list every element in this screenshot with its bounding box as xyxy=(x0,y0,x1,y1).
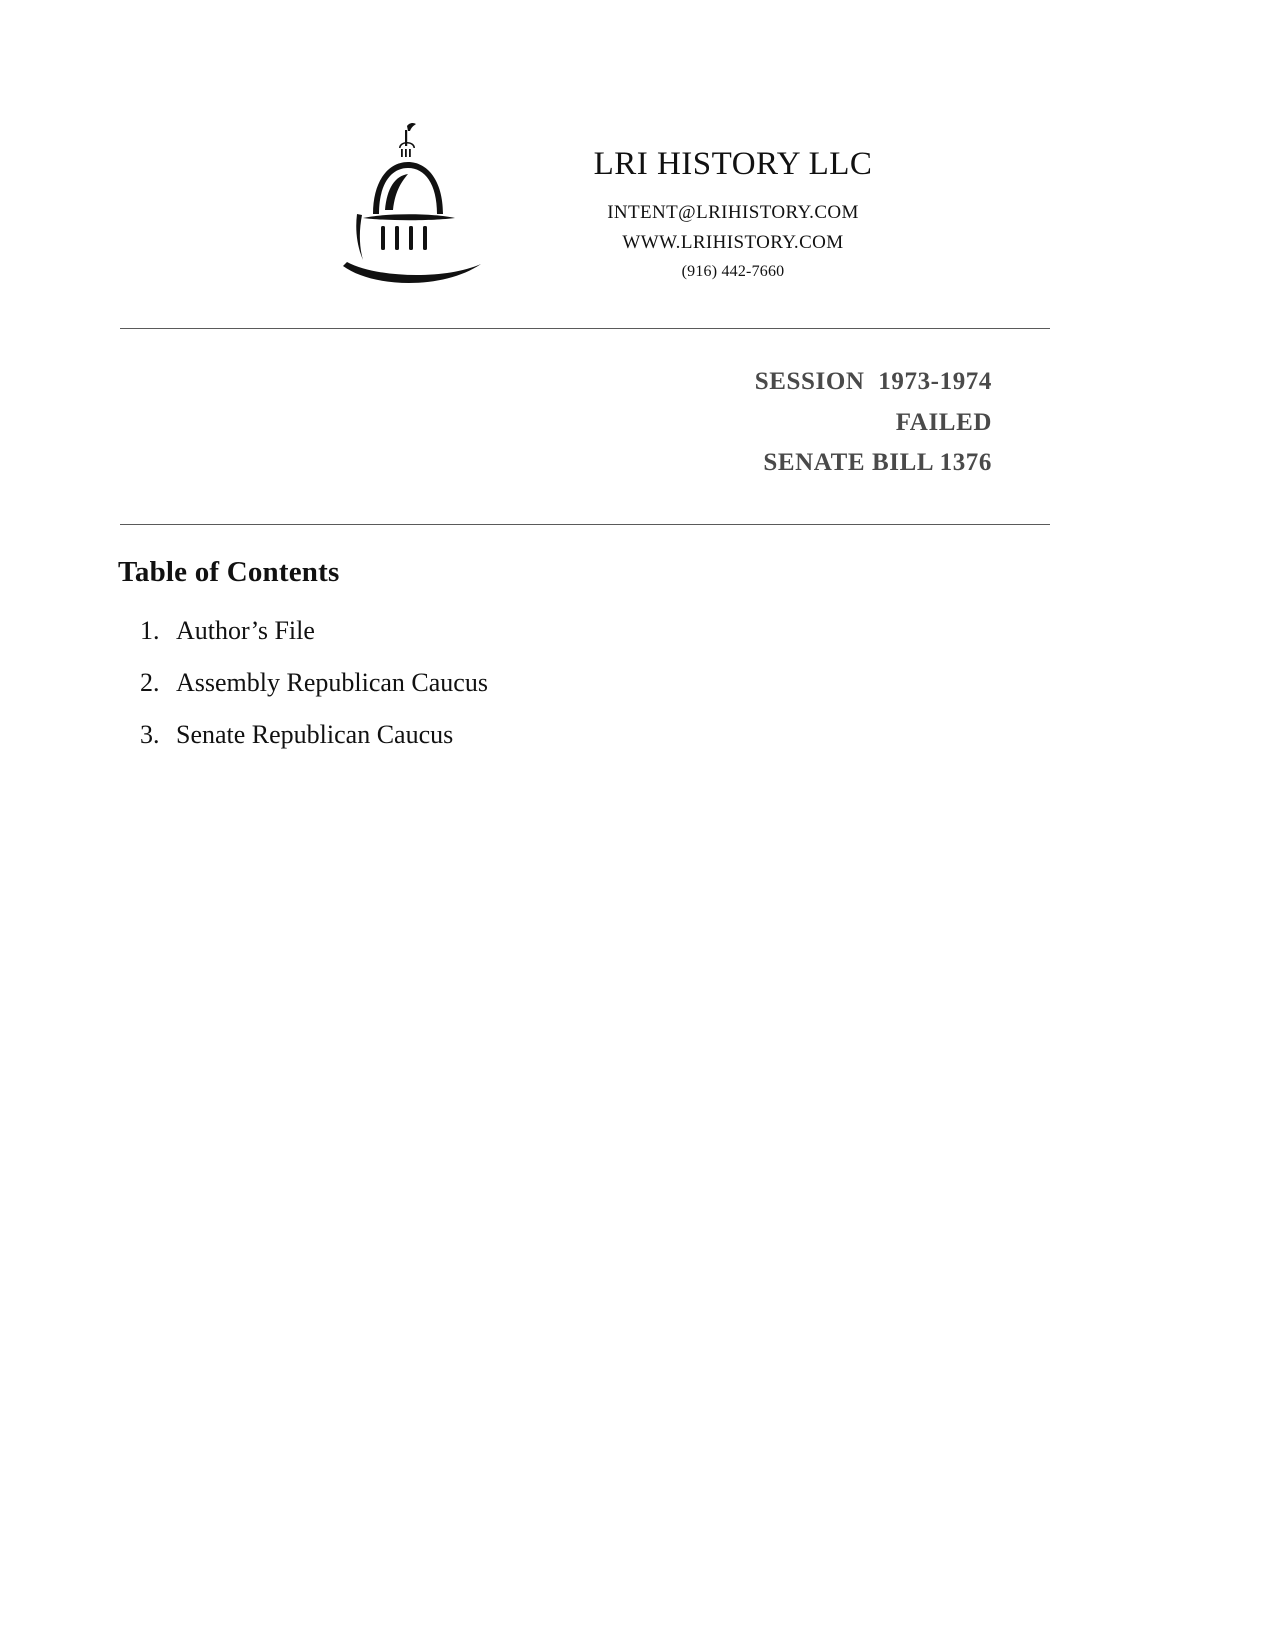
list-item-number: 3. xyxy=(140,720,160,749)
letterhead xyxy=(0,118,1276,288)
list-item-number: 1. xyxy=(140,616,160,645)
list-item-number: 2. xyxy=(140,668,160,697)
table-of-contents-list xyxy=(140,616,900,772)
list-item-label: Assembly Republican Caucus xyxy=(176,668,488,697)
list-item xyxy=(140,720,900,750)
list-item xyxy=(140,668,900,698)
divider-bottom xyxy=(120,524,1050,525)
org-name: LRI HISTORY LLC xyxy=(593,146,873,182)
status-line: FAILED xyxy=(895,408,992,436)
org-website: WWW.LRIHISTORY.COM xyxy=(622,231,844,253)
org-contact-block xyxy=(523,118,943,281)
bill-number-line: SENATE BILL 1376 xyxy=(763,449,992,476)
list-item-label: Senate Republican Caucus xyxy=(176,720,454,749)
bill-header xyxy=(120,362,992,484)
capitol-dome-logo-icon xyxy=(333,118,483,288)
list-item xyxy=(140,616,900,646)
session-line: SESSION 1973-1974 xyxy=(754,368,992,395)
org-phone: (916) 442-7660 xyxy=(681,263,785,281)
divider-top xyxy=(120,328,1050,329)
list-item-label: Author’s File xyxy=(176,616,315,645)
org-email: INTENT@LRIHISTORY.COM xyxy=(607,202,859,224)
table-of-contents-title: Table of Contents xyxy=(118,556,340,588)
